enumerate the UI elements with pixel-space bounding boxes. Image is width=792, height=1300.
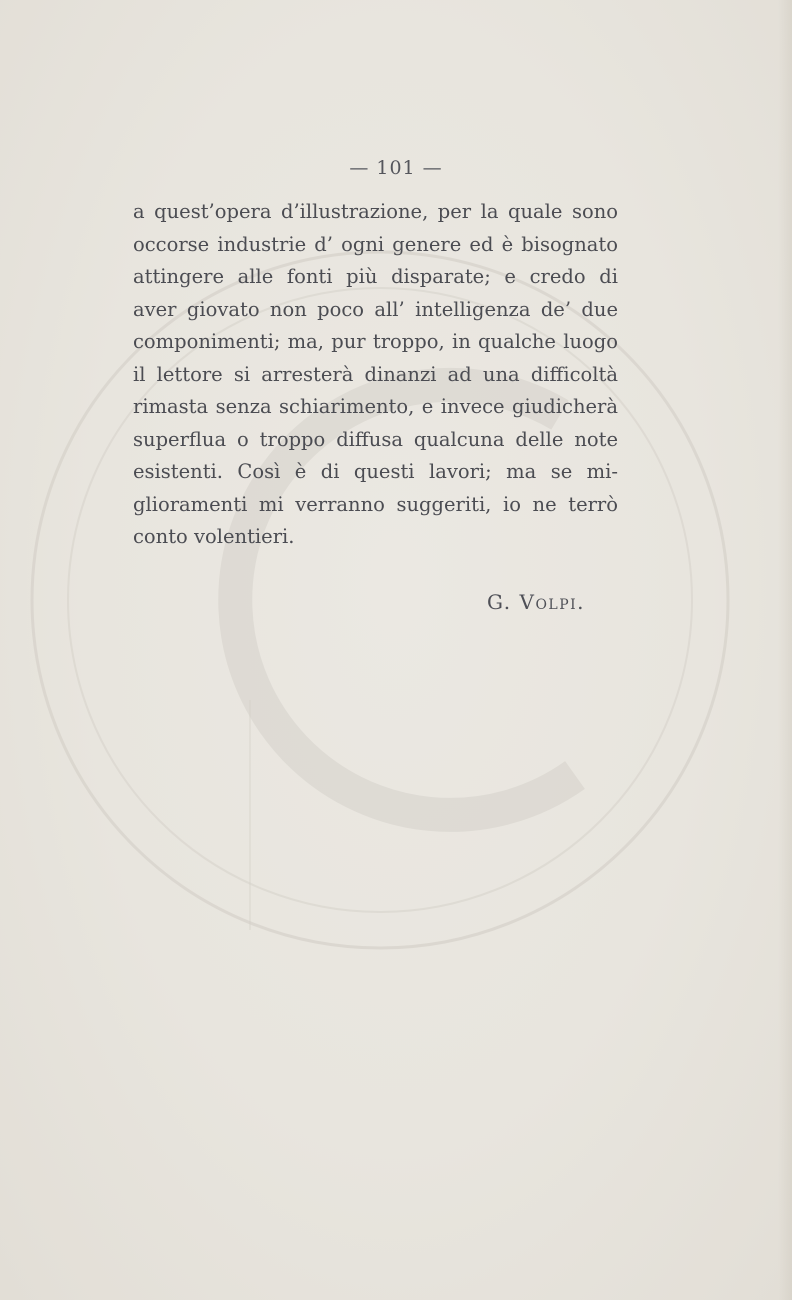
author-signature: G. Volpi. xyxy=(487,590,586,614)
text-line: rimasta senza schiarimento, e invece giudicherà xyxy=(133,395,618,418)
text-line: glioramenti mi verranno suggeriti, io ne terrò xyxy=(133,492,618,516)
text-line: il lettore si arresterà dinanzi ad una difficoltà xyxy=(133,362,618,386)
text-line: occorse industrie d’ ogni genere ed è bisognato xyxy=(133,232,618,256)
page-edge-shadow xyxy=(778,0,792,1300)
body-paragraph xyxy=(133,196,618,554)
page-number: — 101 — xyxy=(349,157,443,179)
text-line: superflua o troppo diffusa qualcuna delle note xyxy=(133,427,618,451)
text-line: aver giovato non poco all’ intelligenza de’ due xyxy=(133,297,618,321)
text-line: a quest’opera d’illustrazione, per la quale sono xyxy=(133,200,618,223)
text-line: componimenti; ma, pur troppo, in qualche luogo xyxy=(133,330,618,353)
text-line: attingere alle fonti più disparate; e credo di xyxy=(133,265,618,288)
text-line: esistenti. Così è di questi lavori; ma se mi- xyxy=(133,460,618,483)
text-line: conto volentieri. xyxy=(133,525,295,548)
